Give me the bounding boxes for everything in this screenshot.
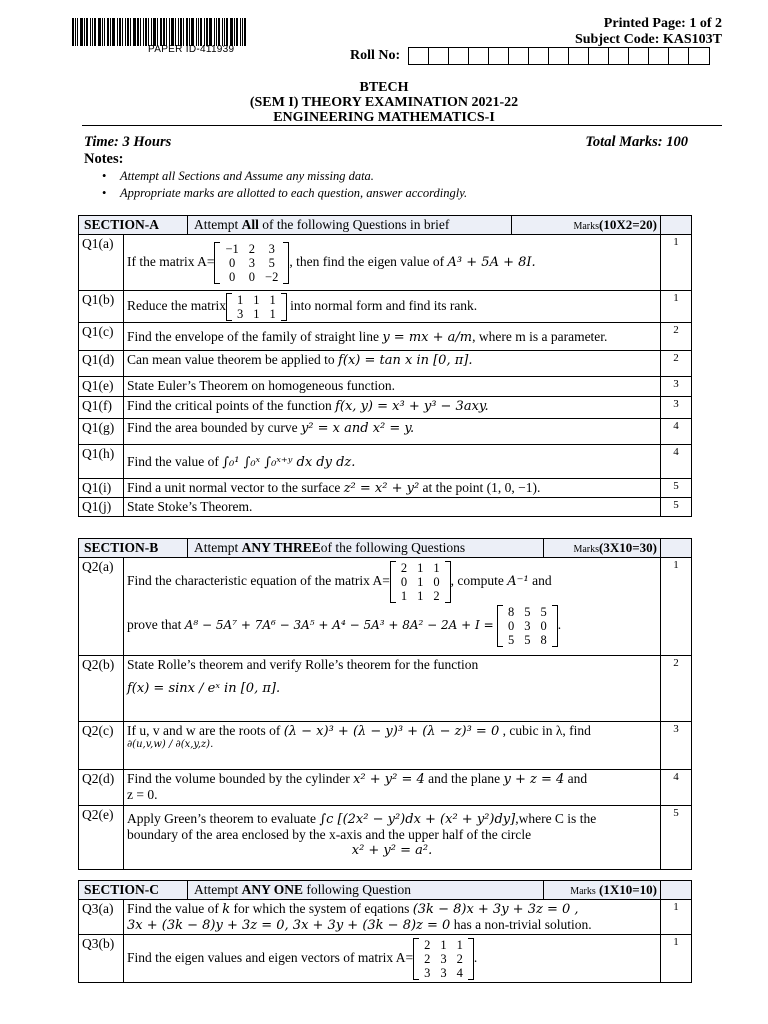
question-text: If the matrix A= −1 2 3 0 3 5 0 0 −2 , then find the eigen value of A³ + 5A + 8I. bbox=[124, 235, 661, 291]
question-text: Find the volume bounded by the cylinder x² + y² = 4 and the plane y + z = 4 and z = 0. bbox=[124, 770, 661, 806]
question-row bbox=[79, 479, 692, 498]
co-number: 1 bbox=[661, 900, 692, 935]
question-number: Q2(b) bbox=[79, 656, 124, 722]
question-number: Q1(b) bbox=[79, 291, 124, 323]
question-row bbox=[79, 323, 692, 351]
matrix-q1b: 1 1 1 3 1 1 bbox=[226, 293, 287, 321]
question-row bbox=[79, 445, 692, 479]
section-a-table bbox=[78, 215, 692, 517]
degree-title: BTECH bbox=[359, 80, 409, 95]
roll-no-boxes[interactable] bbox=[408, 47, 710, 65]
question-row bbox=[79, 722, 692, 770]
co-number: 4 bbox=[661, 445, 692, 479]
section-c-header bbox=[79, 881, 692, 900]
printed-page: Printed Page: 1 of 2 bbox=[603, 16, 722, 31]
section-a-header bbox=[79, 216, 692, 235]
question-number: Q2(d) bbox=[79, 770, 124, 806]
subject-title: ENGINEERING MATHEMATICS-I bbox=[273, 110, 495, 125]
question-row bbox=[79, 351, 692, 377]
co-number: 3 bbox=[661, 722, 692, 770]
paper-id: PAPER ID-411939 bbox=[148, 44, 235, 55]
question-text: Find the value of ∫₀¹ ∫₀ˣ ∫₀ˣ⁺ʸ dx dy dz. bbox=[124, 445, 661, 479]
question-text: If u, v and w are the roots of (λ − x)³ + (λ − y)³ + (λ − z)³ = 0 , cubic in λ, find ∂(u,v,w) / ∂(x,y,z). bbox=[124, 722, 661, 770]
question-row bbox=[79, 558, 692, 656]
subject-code: Subject Code: KAS103T bbox=[574, 32, 722, 47]
question-text: Apply Green’s theorem to evaluate ∫c [(2x² − y²)dx + (x² + y²)dy],where C is the boundary of the area enclosed by the x-axis and the upper half of the circle x² + y² = a². bbox=[124, 806, 661, 870]
question-number: Q1(i) bbox=[79, 479, 124, 498]
co-number: 4 bbox=[661, 419, 692, 445]
divider bbox=[82, 125, 722, 126]
question-number: Q3(b) bbox=[79, 935, 124, 983]
matrix-q2a: 2 1 1 0 1 0 1 1 2 bbox=[390, 561, 451, 603]
question-number: Q1(c) bbox=[79, 323, 124, 351]
question-row bbox=[79, 770, 692, 806]
question-row bbox=[79, 498, 692, 517]
section-marks: Marks (1X10=10) bbox=[570, 882, 657, 897]
section-b-header bbox=[79, 539, 692, 558]
time-label: Time: 3 Hours bbox=[84, 134, 172, 150]
question-number: Q1(j) bbox=[79, 498, 124, 517]
question-number: Q1(h) bbox=[79, 445, 124, 479]
question-text: Find the area bounded by curve y² = x and x² = y. bbox=[124, 419, 661, 445]
matrix-q2a-result: 8 5 5 0 3 0 5 5 8 bbox=[497, 605, 558, 647]
section-marks: Marks(10X2=20) bbox=[573, 217, 657, 232]
notes-list bbox=[102, 168, 467, 202]
question-text: Find the eigen values and eigen vectors of matrix A= 2 1 1 2 3 2 3 3 4 . bbox=[124, 935, 661, 983]
exam-title: (SEM I) THEORY EXAMINATION 2021-22 bbox=[249, 95, 519, 110]
notes-label: Notes: bbox=[84, 151, 124, 167]
co-number: 3 bbox=[661, 397, 692, 419]
section-name: SECTION-A bbox=[79, 216, 188, 234]
question-number: Q2(e) bbox=[79, 806, 124, 870]
co-number: 5 bbox=[661, 479, 692, 498]
co-number: 1 bbox=[661, 291, 692, 323]
question-text: Find the critical points of the function f(x, y) = x³ + y³ − 3axy. bbox=[124, 397, 661, 419]
barcode bbox=[72, 18, 310, 46]
section-name: SECTION-C bbox=[79, 881, 188, 899]
question-text: Can mean value theorem be applied to f(x) = tan x in [0, π]. bbox=[124, 351, 661, 377]
roll-no-label: Roll No: bbox=[350, 48, 401, 63]
co-number: 2 bbox=[661, 323, 692, 351]
section-c-table bbox=[78, 880, 692, 983]
question-row bbox=[79, 377, 692, 397]
co-number: 1 bbox=[661, 558, 692, 656]
question-number: Q1(f) bbox=[79, 397, 124, 419]
question-text: State Stoke’s Theorem. bbox=[124, 498, 661, 517]
question-number: Q1(g) bbox=[79, 419, 124, 445]
question-row bbox=[79, 291, 692, 323]
section-marks: Marks(3X10=30) bbox=[573, 540, 657, 555]
question-text: Find the characteristic equation of the matrix A= 2 1 1 0 1 0 1 1 2 , compute A⁻¹ and prove that A⁸ − 5A⁷ + 7A⁶ − 3A⁵ + A⁴ − 5A³ + 8A² − 2A + I = 8 5 5 0 3 0 5 5 8 . bbox=[124, 558, 661, 656]
question-number: Q2(c) bbox=[79, 722, 124, 770]
question-row bbox=[79, 806, 692, 870]
question-text: State Rolle’s theorem and verify Rolle’s theorem for the function f(x) = sinx / eˣ in [0, π]. bbox=[124, 656, 661, 722]
question-number: Q1(d) bbox=[79, 351, 124, 377]
question-text: Reduce the matrix 1 1 1 3 1 1 into normal form and find its rank. bbox=[124, 291, 661, 323]
question-text: Find the value of k for which the system of eqations (3k − 8)x + 3y + 3z = 0 , 3x + (3k − 8)y + 3z = 0, 3x + 3y + (3k − 8)z = 0 has a non-trivial solution. bbox=[124, 900, 661, 935]
co-number: 5 bbox=[661, 806, 692, 870]
question-row bbox=[79, 935, 692, 983]
section-instruction: Attempt ANY THREEof the following Questions bbox=[188, 539, 544, 557]
question-text: Find a unit normal vector to the surface z² = x² + y² at the point (1, 0, −1). bbox=[124, 479, 661, 498]
total-marks: Total Marks: 100 bbox=[585, 134, 688, 150]
co-number: 1 bbox=[661, 935, 692, 983]
co-number: 2 bbox=[661, 351, 692, 377]
page-info bbox=[575, 16, 722, 48]
co-number: 5 bbox=[661, 498, 692, 517]
question-row bbox=[79, 656, 692, 722]
note-item: • Appropriate marks are allotted to each question, answer accordingly. bbox=[102, 185, 467, 202]
section-name: SECTION-B bbox=[79, 539, 188, 557]
question-number: Q1(a) bbox=[79, 235, 124, 291]
co-number: 4 bbox=[661, 770, 692, 806]
question-row bbox=[79, 397, 692, 419]
question-row bbox=[79, 900, 692, 935]
question-number: Q3(a) bbox=[79, 900, 124, 935]
question-row bbox=[79, 235, 692, 291]
question-text: Find the envelope of the family of straight line y = mx + a/m, where m is a parameter. bbox=[124, 323, 661, 351]
co-number: 3 bbox=[661, 377, 692, 397]
note-item: • Attempt all Sections and Assume any missing data. bbox=[102, 168, 467, 185]
section-instruction: Attempt ANY ONE following Question bbox=[188, 881, 544, 899]
matrix-q3b: 2 1 1 2 3 2 3 3 4 bbox=[413, 938, 474, 980]
co-number: 2 bbox=[661, 656, 692, 722]
matrix-q1a: −1 2 3 0 3 5 0 0 −2 bbox=[214, 242, 289, 284]
co-number: 1 bbox=[661, 235, 692, 291]
question-row bbox=[79, 419, 692, 445]
question-number: Q1(e) bbox=[79, 377, 124, 397]
question-text: State Euler’s Theorem on homogeneous function. bbox=[124, 377, 661, 397]
question-number: Q2(a) bbox=[79, 558, 124, 656]
section-b-table bbox=[78, 538, 692, 870]
section-instruction: Attempt All of the following Questions in brief bbox=[188, 216, 512, 234]
